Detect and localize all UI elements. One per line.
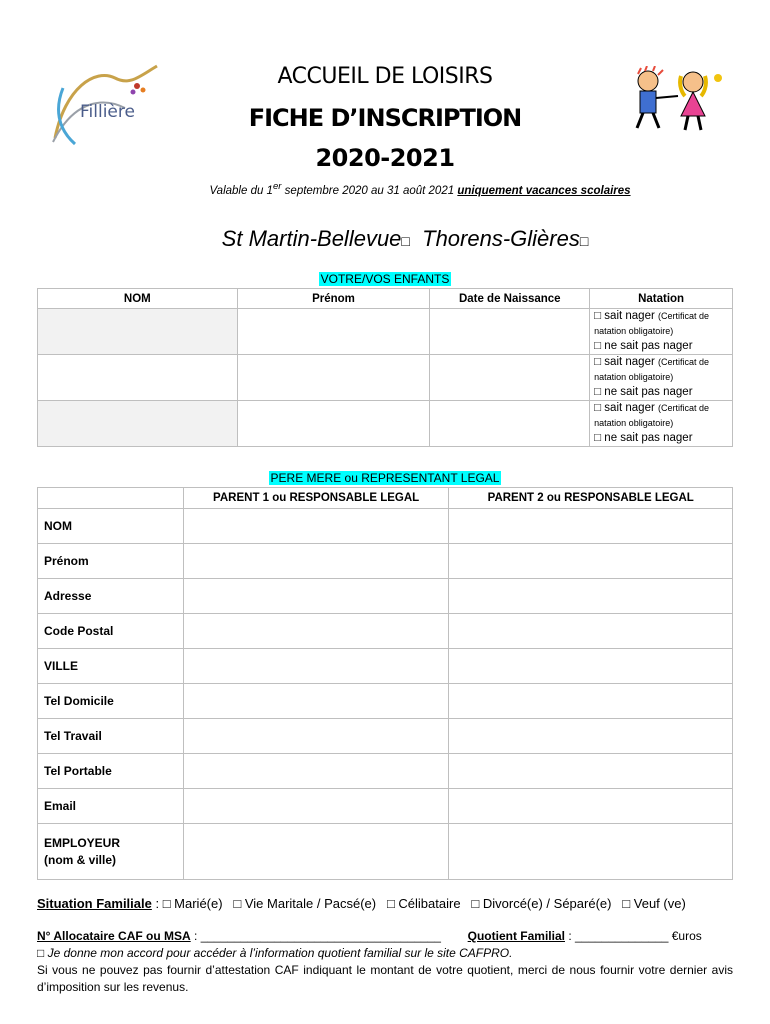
child-name-cell[interactable]: [38, 309, 238, 355]
validity-mid: septembre 2020 au 31 août 2021: [281, 184, 458, 197]
child-firstname-cell[interactable]: [237, 355, 430, 401]
col-birthdate: Date de Naissance: [430, 289, 590, 309]
col-prenom: Prénom: [237, 289, 430, 309]
parent-1-cell[interactable]: [183, 544, 449, 579]
parents-section-header: [0, 469, 770, 487]
title-year: 2020-2021: [315, 144, 455, 172]
child-birthdate-cell[interactable]: [430, 309, 590, 355]
swim-note: (Certificat de natation obligatoire): [594, 403, 710, 428]
child-firstname-cell[interactable]: [237, 309, 430, 355]
child-swim-cell: [590, 355, 733, 401]
quotient-field[interactable]: : ______________ €uros: [564, 929, 702, 943]
table-row: [38, 789, 733, 824]
row-label: Code Postal: [38, 614, 184, 649]
swim-note: (Certificat de natation obligatoire): [594, 311, 710, 336]
table-row: [38, 824, 733, 880]
swim-yes-checkbox[interactable]: □ sait nager: [594, 356, 655, 368]
parent-2-cell[interactable]: [449, 684, 733, 719]
validity-prefix: Valable du 1: [209, 184, 273, 197]
family-status-options[interactable]: □ Marié(e) □ Vie Maritale / Pacsé(e) □ Célibataire □ Divorcé(e) / Séparé(e) □ Veuf (ve): [162, 896, 686, 911]
row-label: VILLE: [38, 649, 184, 684]
table-row: [38, 309, 733, 355]
child-firstname-cell[interactable]: [237, 401, 430, 447]
parents-section-label: PERE MERE ou REPRESENTANT LEGAL: [270, 471, 500, 485]
parent-1-cell[interactable]: [183, 649, 449, 684]
table-row: [38, 509, 733, 544]
row-label: Tel Travail: [38, 719, 184, 754]
swim-yes-checkbox[interactable]: □ sait nager: [594, 402, 655, 414]
row-label: NOM: [38, 509, 184, 544]
row-label: Email: [38, 789, 184, 824]
child-name-cell[interactable]: [38, 401, 238, 447]
title-fiche: FICHE D’INSCRIPTION: [248, 104, 522, 132]
parent-1-cell[interactable]: [183, 614, 449, 649]
caf-label: N° Allocataire CAF ou MSA: [37, 929, 191, 943]
child-swim-cell: [590, 401, 733, 447]
employer-label: EMPLOYEUR: [44, 835, 121, 850]
parent-2-cell[interactable]: [449, 824, 733, 880]
parents-header-row: [38, 488, 733, 509]
table-row: [38, 579, 733, 614]
child-birthdate-cell[interactable]: [430, 401, 590, 447]
children-table: [37, 288, 733, 447]
parent-2-cell[interactable]: [449, 719, 733, 754]
parent-1-cell[interactable]: [183, 824, 449, 880]
parent-2-cell[interactable]: [449, 754, 733, 789]
parent-1-cell[interactable]: [183, 754, 449, 789]
quotient-label: Quotient Familial: [467, 929, 565, 943]
children-section-header: [0, 270, 770, 288]
swim-yes-checkbox[interactable]: □ sait nager: [594, 310, 655, 322]
children-header-row: [38, 289, 733, 309]
parent-2-cell[interactable]: [449, 544, 733, 579]
parent-2-cell[interactable]: [449, 509, 733, 544]
swim-no-checkbox[interactable]: □ ne sait pas nager: [594, 432, 693, 444]
swim-no-checkbox[interactable]: □ ne sait pas nager: [594, 340, 693, 352]
family-status-label: Situation Familiale: [37, 896, 152, 911]
validity-emphasis: uniquement vacances scolaires: [457, 184, 631, 197]
caf-line: [37, 929, 702, 943]
employer-sublabel: (nom & ville): [44, 852, 117, 867]
row-label: Tel Domicile: [38, 684, 184, 719]
logo-name: Fillière: [80, 102, 135, 122]
child-name-cell[interactable]: [38, 355, 238, 401]
parent-2-cell[interactable]: [449, 579, 733, 614]
town-2-checkbox[interactable]: □: [579, 233, 589, 249]
town-choice: [0, 226, 770, 252]
swim-note: (Certificat de natation obligatoire): [594, 357, 710, 382]
col-swimming: Natation: [590, 289, 733, 309]
table-row: [38, 544, 733, 579]
caf-number-field[interactable]: : ____________________________________: [190, 929, 445, 943]
title-accueil: ACCUEIL DE LOISIRS: [277, 64, 493, 89]
parent-1-cell[interactable]: [183, 579, 449, 614]
town-1-checkbox[interactable]: □: [401, 233, 410, 249]
parents-table: [37, 487, 733, 880]
cafpro-consent[interactable]: □ Je donne mon accord pour accéder à l’information quotient familial sur le site CAFPRO.: [37, 946, 513, 960]
parent-2-cell[interactable]: [449, 649, 733, 684]
col-blank: [38, 488, 184, 509]
table-row: [38, 355, 733, 401]
table-row: [38, 614, 733, 649]
table-row: [38, 754, 733, 789]
row-label: Tel Portable: [38, 754, 184, 789]
table-row: [38, 401, 733, 447]
table-row: [38, 684, 733, 719]
parent-2-cell[interactable]: [449, 614, 733, 649]
table-row: [38, 649, 733, 684]
town-2-label: Thorens-Glières: [422, 226, 580, 251]
row-label: Prénom: [38, 544, 184, 579]
children-drawing: [623, 66, 733, 136]
child-swim-cell: [590, 309, 733, 355]
town-1-label: St Martin-Bellevue: [221, 226, 402, 251]
col-parent-1: PARENT 1 ou RESPONSABLE LEGAL: [183, 488, 449, 509]
parent-2-cell[interactable]: [449, 789, 733, 824]
family-status: Situation Familiale : □ Marié(e) □ Vie Maritale / Pacsé(e) □ Célibataire □ Divorcé(e) / Séparé(e) □ Veuf (ve): [37, 896, 686, 911]
children-section-label: VOTRE/VOS ENFANTS: [320, 272, 450, 286]
validity-sup: er: [272, 181, 282, 192]
row-label: Adresse: [38, 579, 184, 614]
table-row: [38, 719, 733, 754]
parent-1-cell[interactable]: [183, 719, 449, 754]
row-label-employer: [38, 824, 184, 880]
parent-1-cell[interactable]: [183, 509, 449, 544]
swim-no-checkbox[interactable]: □ ne sait pas nager: [594, 386, 693, 398]
child-birthdate-cell[interactable]: [430, 355, 590, 401]
parent-1-cell[interactable]: [183, 789, 449, 824]
col-parent-2: PARENT 2 ou RESPONSABLE LEGAL: [449, 488, 733, 509]
notice-text: Si vous ne pouvez pas fournir d’attestation CAF indiquant le montant de votre quotient, merci de nous fournir votre dernier avis d’imposition sur les revenus.: [37, 963, 733, 994]
parent-1-cell[interactable]: [183, 684, 449, 719]
col-nom: NOM: [38, 289, 238, 309]
validity-line: [0, 181, 770, 197]
